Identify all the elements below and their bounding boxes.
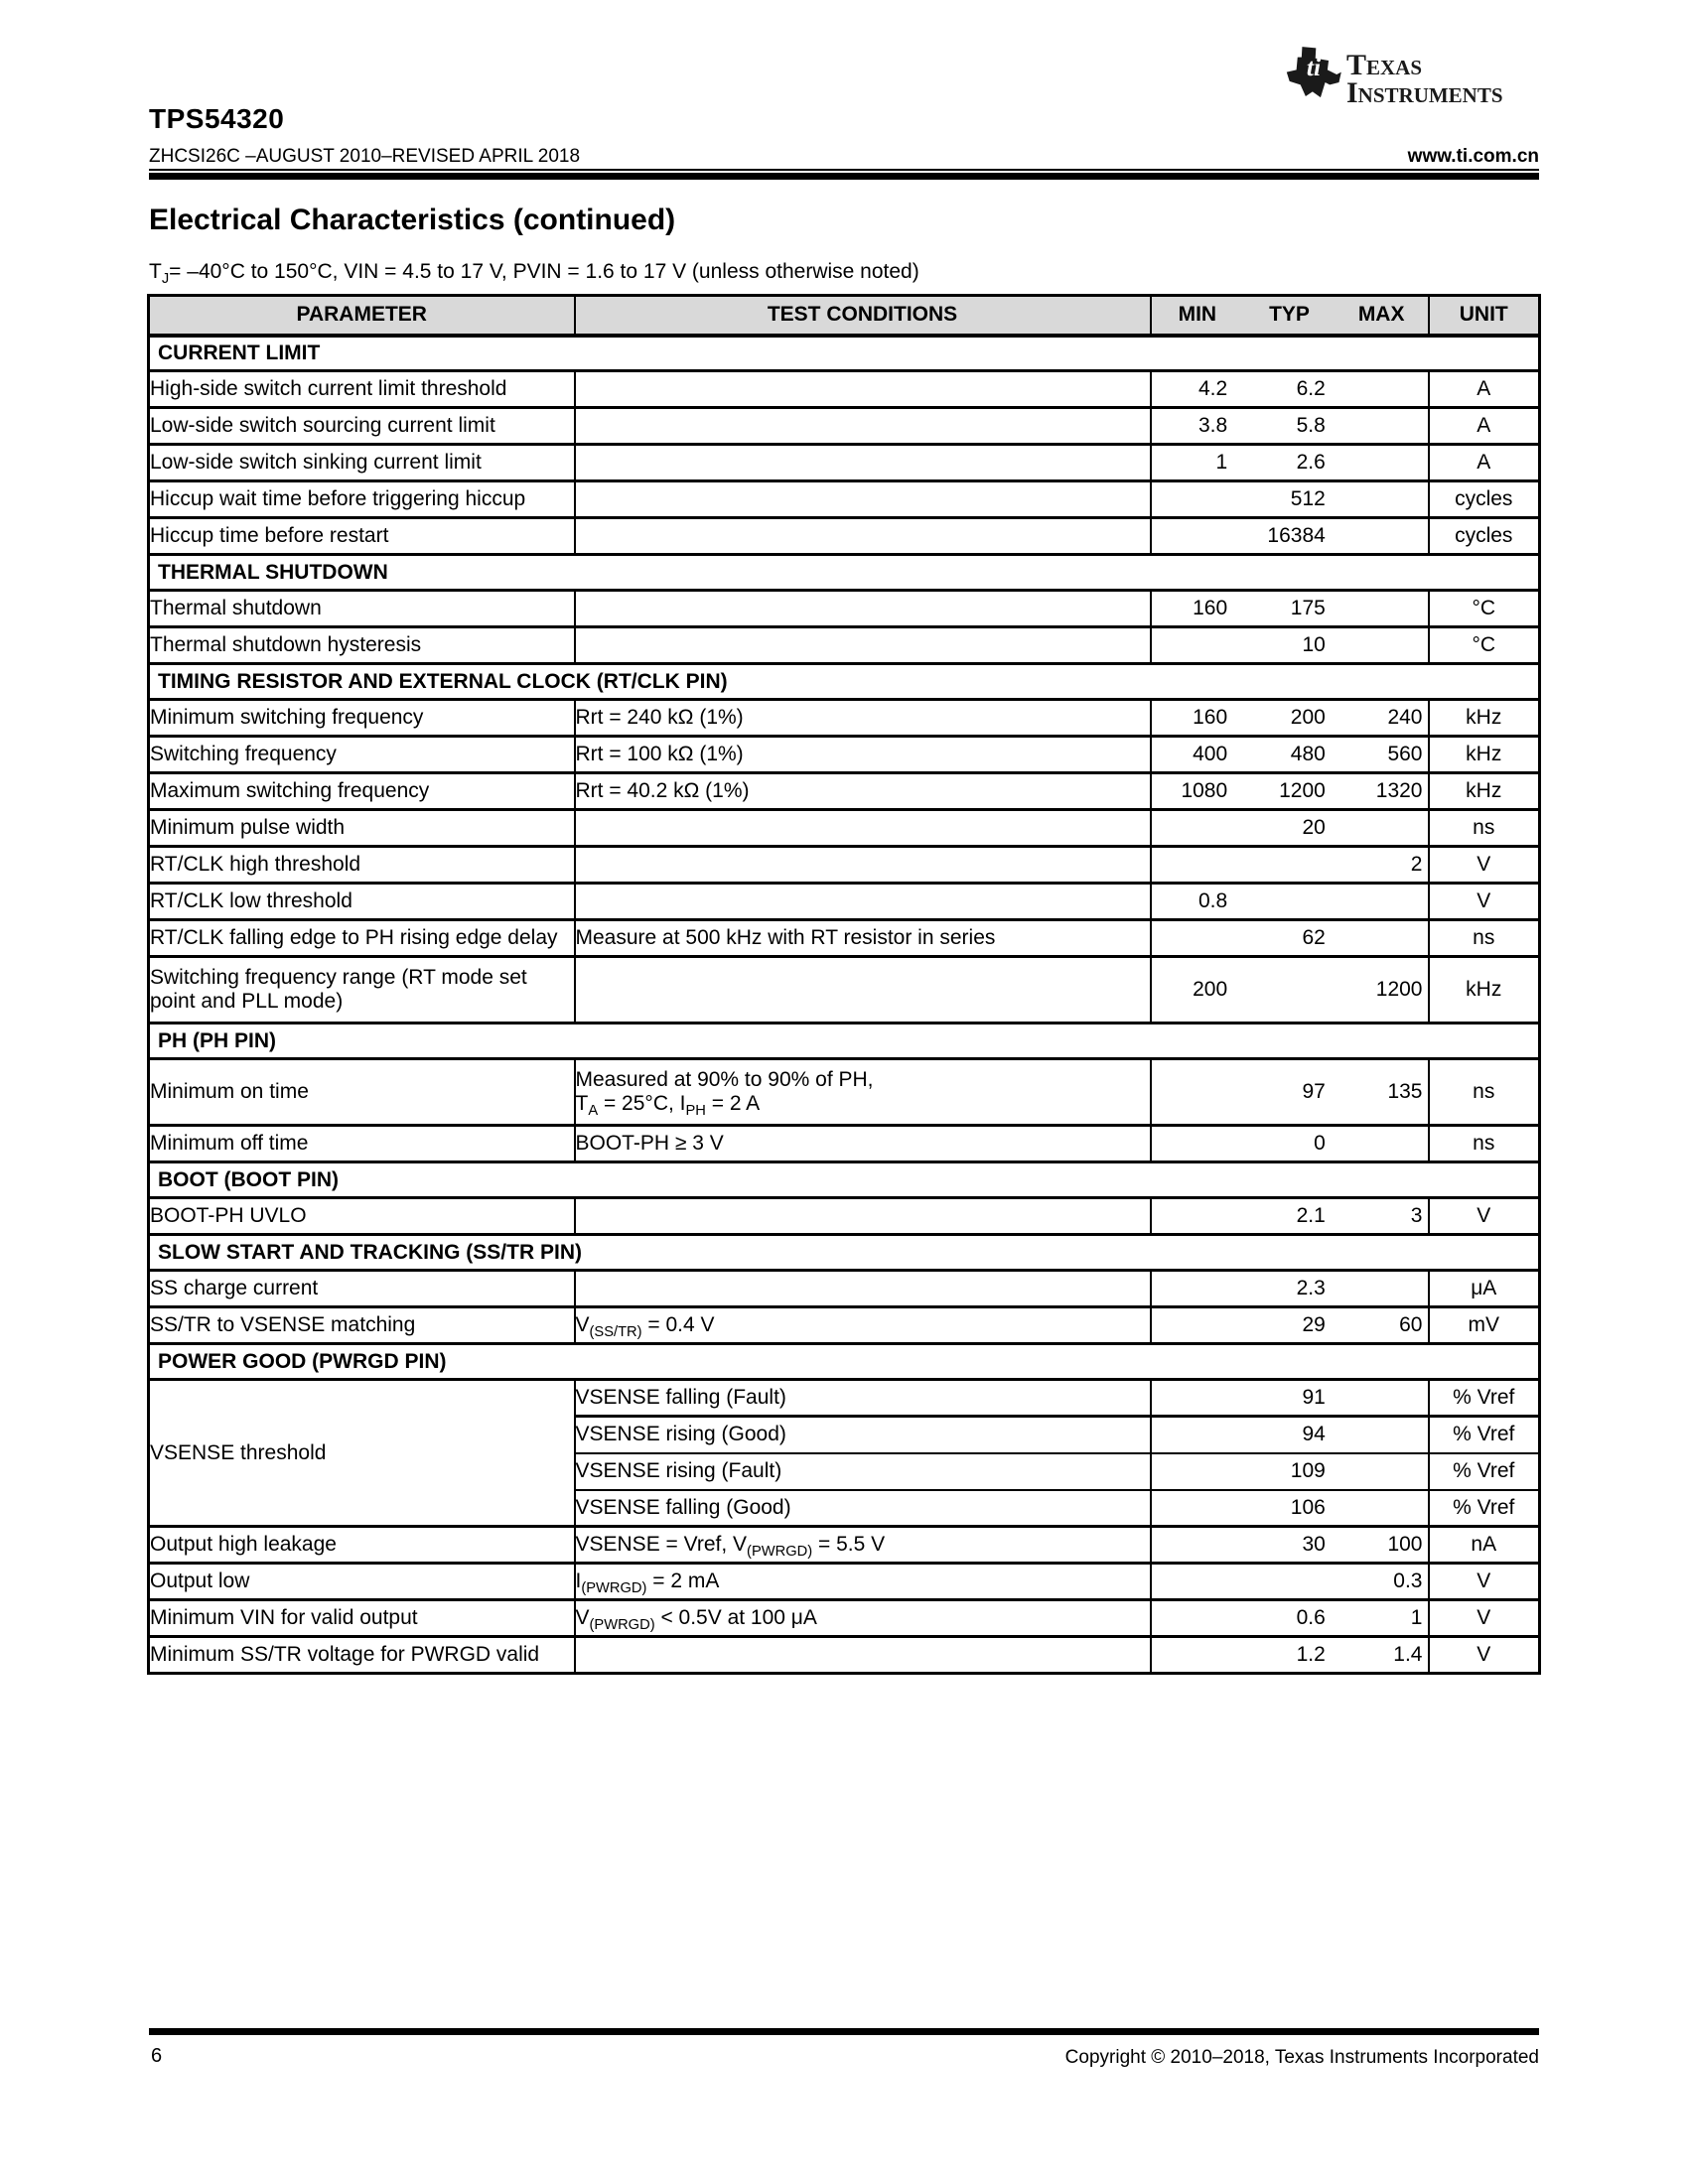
table-row [149,920,1540,957]
section-label: SLOW START AND TRACKING (SS/TR PIN) [149,1235,1540,1271]
typ-value: 94 [1302,1423,1326,1446]
parameter-cell: Thermal shutdown hysteresis [149,627,575,664]
test-conditions-cell: $I_{(PWRGD)} = 2$ mA [575,1564,1151,1600]
min-value: 160 [1193,706,1228,729]
test-conditions-cell: Measured at 90% to 90% of PH, $T_A = 25^\circ C$, $I_{PH} = 2$ A [575,1059,1151,1126]
test-conditions-cell: VSENSE rising (Fault) [575,1453,1151,1490]
parameter-cell: Hiccup time before restart [149,518,575,555]
min-value: 400 [1193,743,1228,765]
unit-cell: μA [1429,1271,1540,1307]
parameter-cell: Switching frequency range (RT mode set point and PLL mode) [149,957,575,1024]
min-typ-max-cell [1151,1307,1429,1344]
max-value: 60 [1399,1313,1423,1336]
min-typ-max-cell [1151,957,1429,1024]
col-min-typ-max [1151,296,1429,336]
test-conditions-note: $T_J= -40^\circ C$ to 150°C, VIN = 4.5 to 17 V, PVIN = 1.6 to 17 V (unless otherwise noted) [149,260,919,288]
table-row [149,627,1540,664]
parameter-cell: Minimum VIN for valid output [149,1600,575,1637]
table-row [149,1307,1540,1344]
page-title: Electrical Characteristics (continued) [149,204,676,236]
max-value: 2 [1410,853,1423,876]
min-typ-max-cell [1151,1380,1429,1417]
website-url: www.ti.com.cn [1407,146,1539,167]
parameter-cell: RT/CLK low threshold [149,884,575,920]
table-row [149,1637,1540,1674]
min-typ-max-cell [1151,1564,1429,1600]
min-value: 200 [1193,978,1228,1001]
max-value: 0.3 [1393,1570,1423,1592]
unit-cell: ns [1429,1059,1540,1126]
electrical-characteristics-table [147,294,1541,1675]
table-row [149,1564,1540,1600]
parameter-cell: Output high leakage [149,1527,575,1564]
unit-cell: ns [1429,810,1540,847]
min-typ-max-cell [1151,1198,1429,1235]
section-label: PH (PH PIN) [149,1024,1540,1059]
section-header-row [149,336,1540,371]
parameter-cell: Minimum off time [149,1126,575,1162]
section-label: BOOT (BOOT PIN) [149,1162,1540,1198]
test-conditions-cell [575,1198,1151,1235]
table-row [149,481,1540,518]
min-typ-max-cell [1151,1637,1429,1674]
parameter-cell: Low-side switch sourcing current limit [149,408,575,445]
typ-value: 5.8 [1296,414,1326,437]
unit-cell: V [1429,847,1540,884]
ec-table-head [149,296,1540,336]
table-row [149,371,1540,408]
typ-value: 29 [1302,1313,1326,1336]
header-row [149,296,1540,336]
min-typ-max-cell [1151,1527,1429,1564]
max-value: 1 [1410,1606,1423,1629]
min-typ-max-cell [1151,700,1429,737]
typ-value: 109 [1290,1459,1326,1482]
table-row [149,1380,1540,1417]
min-typ-max-cell [1151,371,1429,408]
max-value: 1200 [1375,978,1423,1001]
col-max: MAX [1357,303,1405,327]
max-value: 240 [1387,706,1423,729]
table-row [149,957,1540,1024]
test-conditions-cell: VSENSE falling (Fault) [575,1380,1151,1417]
parameter-cell: Minimum SS/TR voltage for PWRGD valid [149,1637,575,1674]
min-value: 4.2 [1197,377,1228,400]
unit-cell: V [1429,884,1540,920]
parameter-cell: RT/CLK falling edge to PH rising edge delay [149,920,575,957]
test-conditions-cell [575,847,1151,884]
test-conditions-cell: Rrt = 240 kΩ (1%) [575,700,1151,737]
test-conditions-cell [575,884,1151,920]
table-row [149,1126,1540,1162]
typ-value: 480 [1290,743,1326,765]
table-row [149,737,1540,773]
table-row [149,591,1540,627]
section-label: TIMING RESISTOR AND EXTERNAL CLOCK (RT/CLK PIN) [149,664,1540,700]
max-value: 560 [1387,743,1423,765]
parameter-cell: SS charge current [149,1271,575,1307]
test-conditions-cell: VSENSE = Vref, $V_{(PWRGD)} = 5.5$ V [575,1527,1151,1564]
typ-value: 512 [1290,487,1326,510]
page-number: 6 [151,2045,163,2067]
header-rule-thin [149,169,1539,171]
unit-cell: % Vref [1429,1453,1540,1490]
parameter-cell: Maximum switching frequency [149,773,575,810]
test-conditions-cell: $V_{(SS/TR)} = 0.4$ V [575,1307,1151,1344]
section-header-row [149,1024,1540,1059]
test-conditions-cell [575,408,1151,445]
min-typ-max-cell [1151,847,1429,884]
unit-cell: nA [1429,1527,1540,1564]
min-value: 1080 [1181,779,1228,802]
section-header-row [149,555,1540,591]
min-typ-max-cell [1151,1059,1429,1126]
min-typ-max-cell [1151,591,1429,627]
table-row [149,847,1540,884]
typ-value: 106 [1290,1495,1326,1519]
test-conditions-cell: Measure at 500 kHz with RT resistor in series [575,920,1151,957]
table-row [149,1527,1540,1564]
ec-table [147,294,1541,1675]
svg-text:ti: ti [1306,53,1322,82]
typ-value: 0.6 [1296,1606,1326,1629]
min-typ-max-cell [1151,920,1429,957]
typ-value: 0 [1314,1132,1326,1155]
unit-cell: ns [1429,920,1540,957]
parameter-cell: RT/CLK high threshold [149,847,575,884]
typ-value: 175 [1290,597,1326,619]
min-typ-max-cell [1151,1453,1429,1490]
typ-value: 10 [1302,633,1326,656]
section-header-row [149,1235,1540,1271]
typ-value: 2.6 [1296,451,1326,474]
test-conditions-cell [575,810,1151,847]
test-conditions-cell: VSENSE rising (Good) [575,1417,1151,1453]
unit-cell: % Vref [1429,1417,1540,1453]
min-typ-max-cell [1151,1271,1429,1307]
section-header-row [149,1344,1540,1380]
parameter-cell: Switching frequency [149,737,575,773]
unit-cell: mV [1429,1307,1540,1344]
min-value: 160 [1193,597,1228,619]
parameter-cell: Thermal shutdown [149,591,575,627]
test-conditions-cell [575,445,1151,481]
ti-logo-line1: Texas [1346,49,1423,81]
unit-cell: V [1429,1564,1540,1600]
min-typ-max-cell [1151,481,1429,518]
section-label: THERMAL SHUTDOWN [149,555,1540,591]
typ-value: 2.3 [1296,1277,1326,1299]
min-typ-max-cell [1151,518,1429,555]
min-typ-max-cell [1151,1417,1429,1453]
table-row [149,518,1540,555]
min-typ-max-cell [1151,1126,1429,1162]
col-test-conditions: TEST CONDITIONS [575,296,1151,336]
parameter-cell: Hiccup wait time before triggering hiccup [149,481,575,518]
parameter-cell: SS/TR to VSENSE matching [149,1307,575,1344]
parameter-cell: Output low [149,1564,575,1600]
unit-cell: kHz [1429,700,1540,737]
typ-value: 62 [1302,926,1326,949]
col-min: MIN [1178,303,1217,327]
footer-rule [149,2028,1539,2035]
max-value: 1.4 [1393,1643,1423,1666]
min-typ-max-cell [1151,810,1429,847]
unit-cell: cycles [1429,518,1540,555]
unit-cell: % Vref [1429,1490,1540,1527]
doc-revision-line: ZHCSI26C –AUGUST 2010–REVISED APRIL 2018 [149,146,581,167]
unit-cell: A [1429,408,1540,445]
ti-texas-icon [1285,46,1342,111]
section-header-row [149,1162,1540,1198]
typ-value: 2.1 [1296,1204,1326,1227]
ec-table-body [149,336,1540,1674]
test-conditions-cell [575,1271,1151,1307]
ti-logo-text [1346,49,1503,109]
min-typ-max-cell [1151,1490,1429,1527]
table-row [149,700,1540,737]
parameter-cell: BOOT-PH UVLO [149,1198,575,1235]
min-value: 0.8 [1197,889,1228,912]
max-value: 3 [1410,1204,1423,1227]
ti-logo-line2: Instruments [1346,76,1503,109]
parameter-cell: Minimum pulse width [149,810,575,847]
unit-cell: °C [1429,591,1540,627]
unit-cell: % Vref [1429,1380,1540,1417]
col-unit: UNIT [1429,296,1540,336]
min-typ-max-cell [1151,773,1429,810]
table-row [149,1198,1540,1235]
min-value: 1 [1215,451,1228,474]
unit-cell: kHz [1429,773,1540,810]
unit-cell: kHz [1429,957,1540,1024]
parameter-cell: Low-side switch sinking current limit [149,445,575,481]
unit-cell: A [1429,445,1540,481]
unit-cell: kHz [1429,737,1540,773]
table-row [149,408,1540,445]
typ-value: 91 [1302,1386,1326,1409]
typ-value: 97 [1302,1080,1326,1103]
table-row [149,810,1540,847]
unit-cell: °C [1429,627,1540,664]
min-typ-max-cell [1151,445,1429,481]
typ-value: 1.2 [1296,1643,1326,1666]
section-label: CURRENT LIMIT [149,336,1540,371]
copyright-notice: Copyright © 2010–2018, Texas Instruments Incorporated [1064,2047,1539,2068]
min-typ-max-cell [1151,1600,1429,1637]
test-conditions-cell [575,591,1151,627]
ti-logo [1285,44,1543,113]
unit-cell: V [1429,1637,1540,1674]
test-conditions-cell: $V_{(PWRGD)} < 0.5V$ at 100 μA [575,1600,1151,1637]
min-typ-max-cell [1151,884,1429,920]
test-conditions-cell [575,957,1151,1024]
min-typ-max-cell [1151,737,1429,773]
typ-value: 200 [1290,706,1326,729]
table-row [149,1600,1540,1637]
test-conditions-cell: BOOT-PH ≥ 3 V [575,1126,1151,1162]
max-value: 100 [1387,1533,1423,1556]
unit-cell: cycles [1429,481,1540,518]
parameter-cell: Minimum switching frequency [149,700,575,737]
col-parameter: PARAMETER [149,296,575,336]
header-rule-thick [149,173,1539,180]
unit-cell: ns [1429,1126,1540,1162]
section-label: POWER GOOD (PWRGD PIN) [149,1344,1540,1380]
test-conditions-cell: Rrt = 40.2 kΩ (1%) [575,773,1151,810]
test-conditions-cell [575,518,1151,555]
test-conditions-cell [575,481,1151,518]
table-row [149,1059,1540,1126]
min-value: 3.8 [1197,414,1228,437]
test-conditions-cell: VSENSE falling (Good) [575,1490,1151,1527]
parameter-cell: Minimum on time [149,1059,575,1126]
table-row [149,445,1540,481]
unit-cell: A [1429,371,1540,408]
part-number: TPS54320 [149,103,285,134]
unit-cell: V [1429,1600,1540,1637]
test-conditions-cell [575,371,1151,408]
typ-value: 20 [1302,816,1326,839]
typ-value: 16384 [1267,524,1326,547]
test-conditions-cell: Rrt = 100 kΩ (1%) [575,737,1151,773]
parameter-cell: VSENSE threshold [149,1380,575,1527]
typ-value: 6.2 [1296,377,1326,400]
max-value: 1320 [1375,779,1423,802]
unit-cell: V [1429,1198,1540,1235]
min-typ-max-cell [1151,408,1429,445]
min-typ-max-cell [1151,627,1429,664]
test-conditions-cell [575,627,1151,664]
table-row [149,773,1540,810]
table-row [149,884,1540,920]
test-conditions-cell [575,1637,1151,1674]
parameter-cell: High-side switch current limit threshold [149,371,575,408]
typ-value: 30 [1302,1533,1326,1556]
section-header-row [149,664,1540,700]
col-typ: TYP [1269,303,1310,327]
typ-value: 1200 [1279,779,1326,802]
max-value: 135 [1387,1080,1423,1103]
table-row [149,1271,1540,1307]
